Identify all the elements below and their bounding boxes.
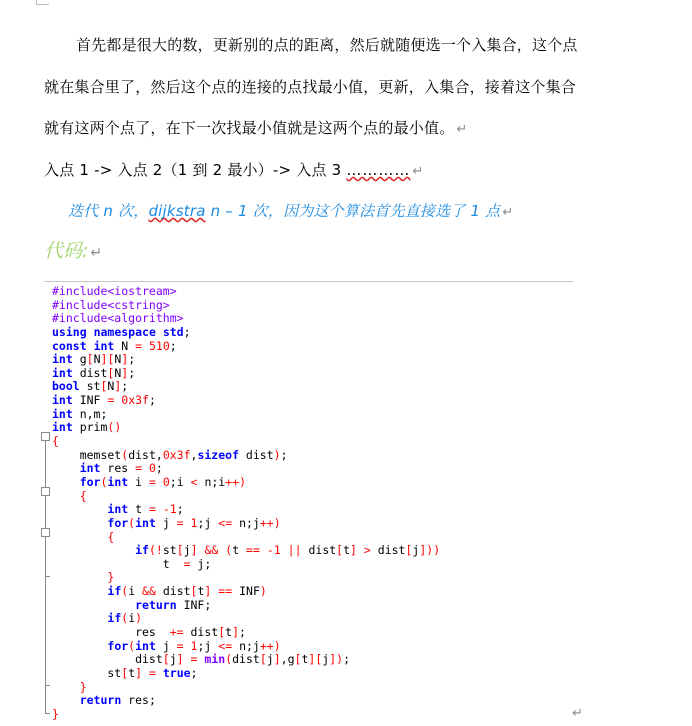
code-line: {: [52, 434, 59, 449]
code-line: if(!st[j] && (t == -1 || dist[t] > dist[j])): [135, 543, 441, 558]
code-line: #include<iostream>: [52, 284, 177, 298]
code-block: [52, 285, 440, 722]
top-margin-corner-mark: [36, 0, 49, 5]
code-line: #include<cstring>: [52, 297, 170, 312]
code-line: if(i && dist[t] == INF): [107, 584, 267, 599]
code-line: using namespace std;: [52, 324, 191, 339]
paragraph-2-text: 就在集合里了，然后这个点的连接的点找最小值，更新，入集合，接着这个集合: [44, 78, 577, 96]
fold-end-mark: [45, 685, 50, 686]
fold-toggle-icon[interactable]: [41, 432, 50, 441]
paragraph-1: [76, 34, 578, 55]
code-line: int res = 0;: [79, 461, 163, 476]
paragraph-mark-icon: ↵: [572, 706, 583, 721]
code-line: memset(dist,0x3f,sizeof dist);: [52, 447, 288, 462]
paragraph-mark-icon: ↵: [90, 245, 103, 261]
fold-toggle-icon[interactable]: [41, 528, 50, 537]
paragraph-4: [44, 159, 423, 180]
code-line: int t = -1;: [107, 502, 184, 517]
paragraph-mark-icon: ↵: [412, 164, 424, 179]
code-line: for(int j = 1;j <= n;j++): [107, 638, 281, 653]
code-line: int n,m;: [52, 406, 108, 421]
code-line: dist[j] = min(dist[j],g[t][j]);: [52, 652, 350, 667]
code-line: if(i): [107, 611, 143, 626]
code-line: int dist[N];: [52, 365, 136, 380]
fold-end-mark: [45, 713, 50, 714]
paragraph-1-text: 首先都是很大的数，更新别的点的距离，然后就随便选一个入集合，这个点: [76, 36, 578, 54]
code-line: const int N = 510;: [52, 338, 177, 353]
code-line: int INF = 0x3f;: [52, 393, 156, 408]
code-line: }: [79, 679, 87, 694]
code-line: st[t] = true;: [52, 665, 198, 680]
paragraph-5-post: n – 1 次，因为这个算法首先直接选了 1 点: [205, 202, 501, 220]
code-line: for(int i = 0;i < n;i++): [79, 474, 247, 489]
ellipsis-dots: …………: [346, 161, 411, 179]
code-line: int prim(): [52, 420, 122, 435]
paragraph-mark-icon: ↵: [456, 122, 468, 137]
code-line: {: [107, 529, 115, 544]
code-heading-text: 代码:: [44, 240, 89, 262]
code-block-top-border: [44, 281, 573, 282]
code-line: }: [52, 706, 59, 721]
fold-line: [45, 441, 46, 713]
code-line: for(int j = 1;j <= n;j++): [107, 515, 281, 530]
paragraph-3: [44, 117, 468, 138]
code-line: #include<algorithm>: [52, 311, 184, 326]
fold-end-mark: [45, 576, 50, 577]
code-line: }: [107, 570, 115, 585]
paragraph-4-text: 入点 1 -> 入点 2（1 到 2 最小）-> 入点 3: [44, 161, 347, 179]
code-line: return res;: [79, 693, 156, 708]
paragraph-3-text: 就有这两个点了，在下一次找最小值就是这两个点的最小值。: [44, 119, 455, 137]
paragraph-mark-icon: ↵: [502, 205, 514, 220]
dijkstra-word: dijkstra: [148, 202, 206, 220]
fold-toggle-icon[interactable]: [41, 487, 50, 496]
code-line: t = j;: [52, 556, 212, 571]
paragraph-2: [44, 76, 576, 97]
paragraph-5-pre: 迭代 n 次，: [68, 202, 149, 220]
code-line: res += dist[t];: [52, 625, 246, 640]
code-heading: [44, 236, 102, 263]
code-line: {: [79, 488, 87, 503]
code-line: bool st[N];: [52, 379, 129, 394]
paragraph-5: [68, 200, 513, 221]
code-line: int g[N][N];: [52, 352, 136, 367]
code-line: return INF;: [135, 597, 212, 612]
